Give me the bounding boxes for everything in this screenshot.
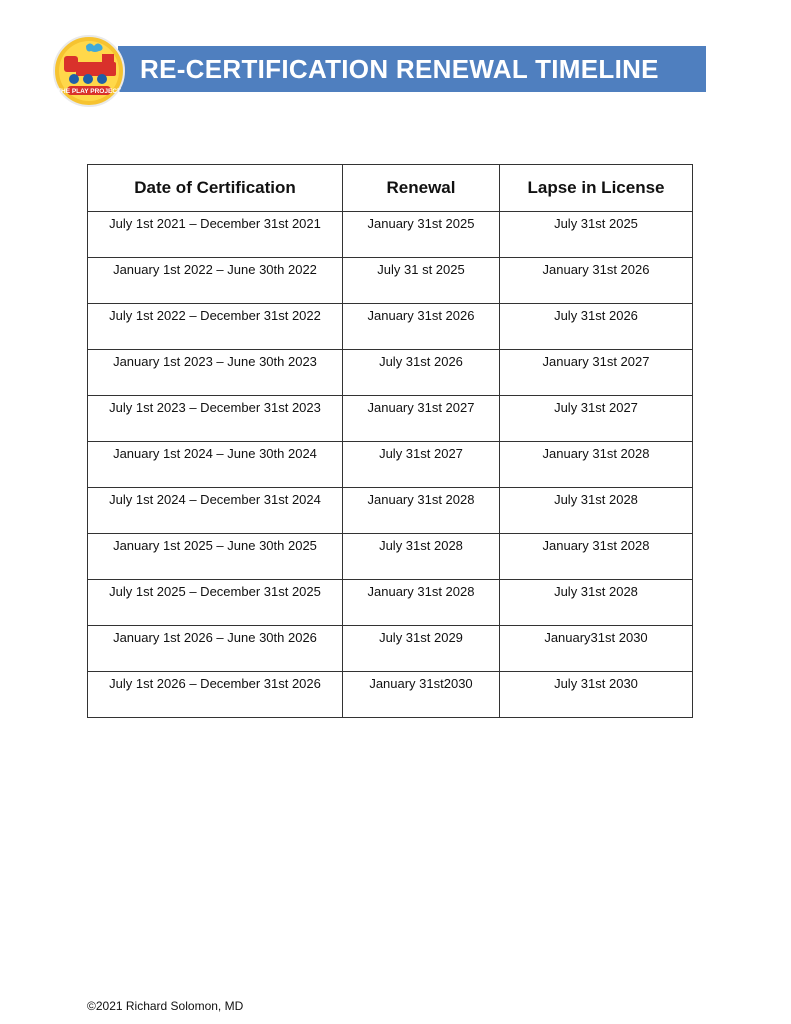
table-row: [88, 488, 693, 534]
table-row: [88, 304, 693, 350]
renewal-cell: July 31st 2028: [343, 534, 500, 580]
certification-date-cell: July 1st 2021 – December 31st 2021: [88, 212, 343, 258]
table-row: [88, 626, 693, 672]
certification-date-cell: July 1st 2022 – December 31st 2022: [88, 304, 343, 350]
column-header-renewal: Renewal: [343, 165, 500, 212]
table-row: [88, 396, 693, 442]
lapse-cell: January 31st 2028: [500, 442, 693, 488]
renewal-cell: July 31 st 2025: [343, 258, 500, 304]
lapse-cell: July 31st 2028: [500, 488, 693, 534]
certification-date-cell: July 1st 2024 – December 31st 2024: [88, 488, 343, 534]
certification-date-cell: January 1st 2025 – June 30th 2025: [88, 534, 343, 580]
table-row: [88, 442, 693, 488]
table-row: [88, 534, 693, 580]
logo-text: THE PLAY PROJECT: [57, 88, 121, 95]
renewal-cell: July 31st 2029: [343, 626, 500, 672]
table-row: [88, 672, 693, 718]
lapse-cell: July 31st 2030: [500, 672, 693, 718]
page-title: RE-CERTIFICATION RENEWAL TIMELINE: [140, 54, 659, 84]
certification-date-cell: July 1st 2025 – December 31st 2025: [88, 580, 343, 626]
renewal-cell: January 31st 2025: [343, 212, 500, 258]
lapse-cell: January 31st 2026: [500, 258, 693, 304]
renewal-cell: January 31st 2028: [343, 488, 500, 534]
play-project-logo: [52, 34, 126, 108]
lapse-cell: January31st 2030: [500, 626, 693, 672]
lapse-cell: July 31st 2025: [500, 212, 693, 258]
lapse-cell: January 31st 2027: [500, 350, 693, 396]
certification-date-cell: January 1st 2026 – June 30th 2026: [88, 626, 343, 672]
certification-date-cell: July 1st 2026 – December 31st 2026: [88, 672, 343, 718]
renewal-timeline-table: [87, 164, 693, 718]
column-header-date-of-certification: Date of Certification: [88, 165, 343, 212]
renewal-cell: January 31st 2028: [343, 580, 500, 626]
renewal-cell: January 31st 2026: [343, 304, 500, 350]
lapse-cell: July 31st 2027: [500, 396, 693, 442]
table-header-row: [88, 165, 693, 212]
table-row: [88, 212, 693, 258]
column-header-lapse-in-license: Lapse in License: [500, 165, 693, 212]
renewal-cell: July 31st 2026: [343, 350, 500, 396]
copyright-footer: ©2021 Richard Solomon, MD: [87, 999, 244, 1013]
certification-date-cell: January 1st 2023 – June 30th 2023: [88, 350, 343, 396]
table-row: [88, 350, 693, 396]
certification-date-cell: January 1st 2024 – June 30th 2024: [88, 442, 343, 488]
renewal-cell: January 31st 2027: [343, 396, 500, 442]
table-row: [88, 258, 693, 304]
certification-date-cell: July 1st 2023 – December 31st 2023: [88, 396, 343, 442]
certification-date-cell: January 1st 2022 – June 30th 2022: [88, 258, 343, 304]
lapse-cell: July 31st 2028: [500, 580, 693, 626]
table-row: [88, 580, 693, 626]
lapse-cell: July 31st 2026: [500, 304, 693, 350]
renewal-cell: January 31st2030: [343, 672, 500, 718]
renewal-cell: July 31st 2027: [343, 442, 500, 488]
lapse-cell: January 31st 2028: [500, 534, 693, 580]
